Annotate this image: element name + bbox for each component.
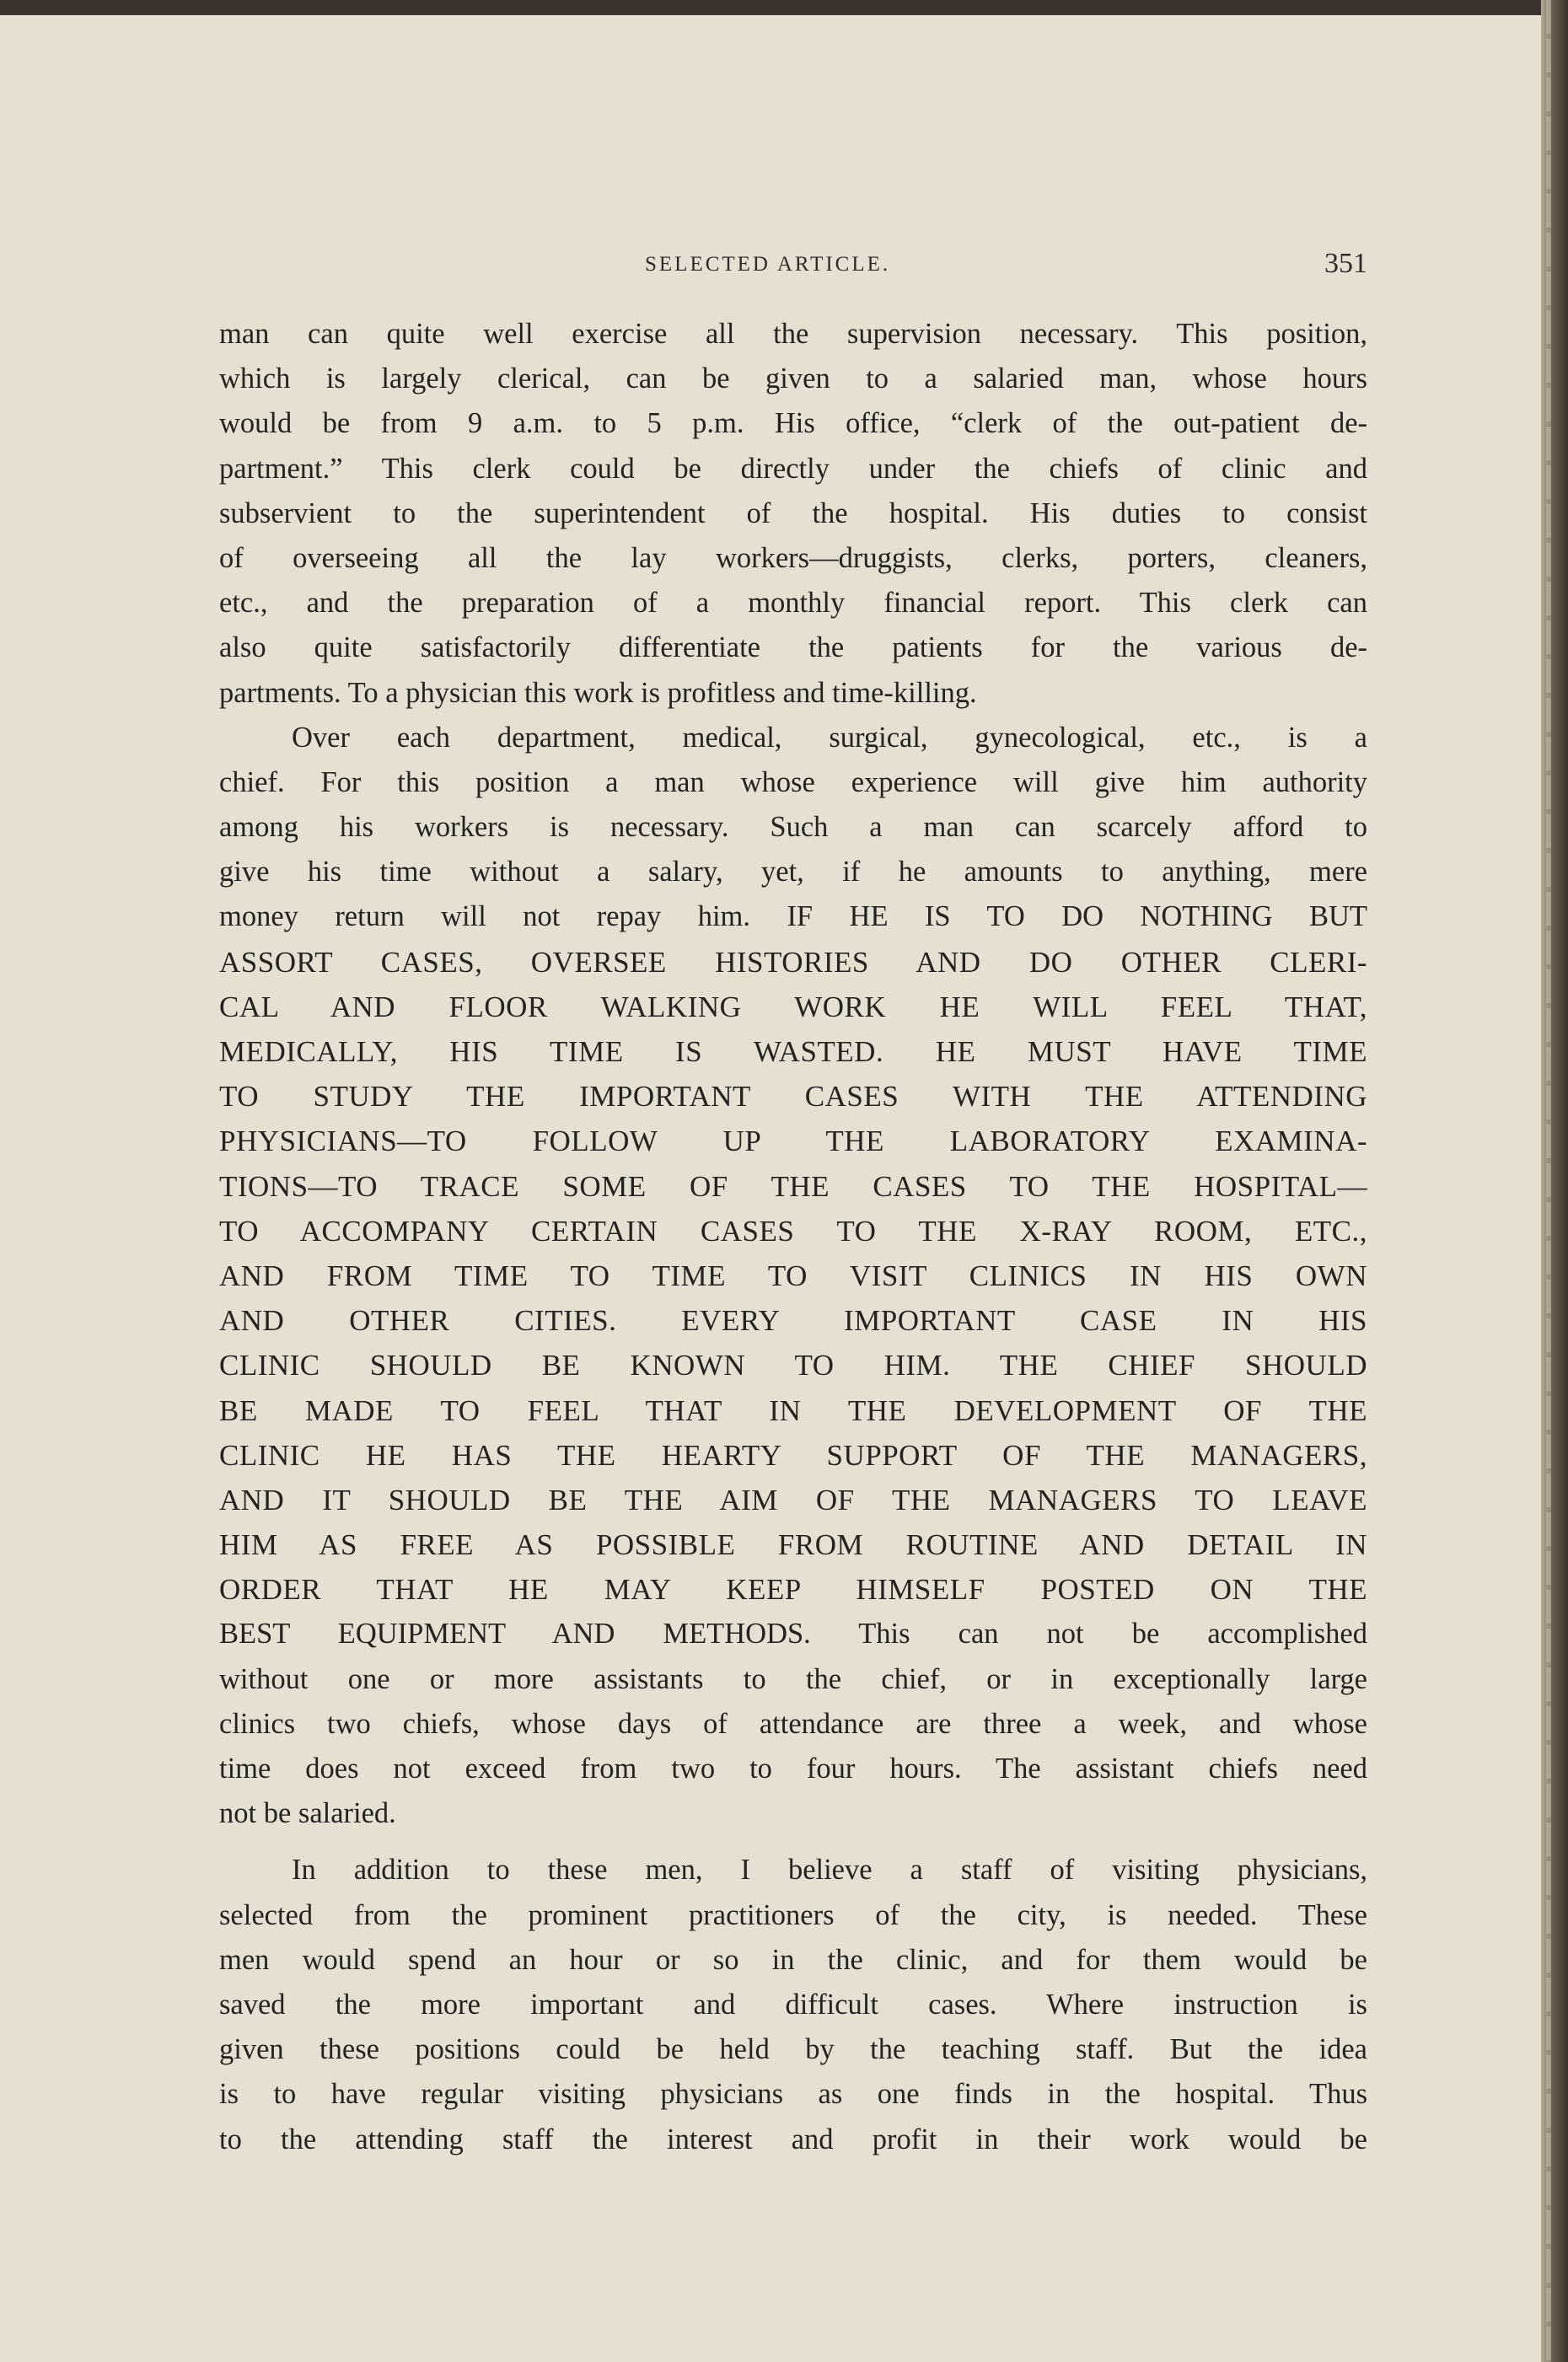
page-top-edge	[0, 0, 1568, 15]
text-line: Over each department, medical, surgical, gynecological, etc., is a	[292, 721, 1367, 754]
text-line: PHYSICIANS—TO FOLLOW UP THE LABORATORY EXAMINA-	[219, 1125, 1367, 1158]
text-line: without one or more assistants to the chief, or in exceptionally large	[219, 1662, 1367, 1695]
text-line: partment.” This clerk could be directly under the chiefs of clinic and	[219, 452, 1367, 485]
text-line: partments. To a physician this work is profitless and time-killing.	[219, 676, 977, 709]
text-line: AND OTHER CITIES. EVERY IMPORTANT CASE IN HIS	[219, 1304, 1367, 1338]
text-line: time does not exceed from two to four hours. The assistant chiefs need	[219, 1753, 1367, 1785]
text-line: HIM AS FREE AS POSSIBLE FROM ROUTINE AND DETAIL IN	[219, 1528, 1367, 1562]
text-line: men would spend an hour or so in the clinic, and for them would be	[219, 1943, 1367, 1976]
text-line: also quite satisfactorily differentiate the patients for the various de-	[219, 631, 1367, 664]
text-line: TO ACCOMPANY CERTAIN CASES TO THE X-RAY ROOM, ETC.,	[219, 1214, 1367, 1248]
text-line: saved the more important and difficult cases. Where instruction is	[219, 1988, 1367, 2021]
page-right-edge	[1541, 0, 1568, 2362]
text-line: is to have regular visiting physicians as one finds in the hospital. Thus	[219, 2078, 1367, 2111]
text-line: MEDICALLY, HIS TIME IS WASTED. HE MUST HAVE TIME	[219, 1035, 1367, 1068]
text-line: would be from 9 a.m. to 5 p.m. His office, “clerk of the out-patient de-	[219, 407, 1367, 440]
text-line: to the attending staff the interest and profit in their work would be	[219, 2123, 1367, 2155]
text-line: CLINIC HE HAS THE HEARTY SUPPORT OF THE MANAGERS,	[219, 1438, 1367, 1472]
text-line: CAL AND FLOOR WALKING WORK HE WILL FEEL THAT,	[219, 990, 1367, 1023]
text-line: ORDER THAT HE MAY KEEP HIMSELF POSTED ON THE	[219, 1573, 1367, 1607]
book-page	[0, 15, 1541, 2362]
text-line: which is largely clerical, can be given to a salaried man, whose hours	[219, 362, 1367, 395]
text-line: BEST EQUIPMENT AND METHODS. This can not be accomplished	[219, 1618, 1367, 1651]
text-line: clinics two chiefs, whose days of attendance are three a week, and whose	[219, 1707, 1367, 1740]
running-title: SELECTED ARTICLE.	[645, 253, 891, 276]
text-line: ASSORT CASES, OVERSEE HISTORIES AND DO OTHER CLERI-	[219, 945, 1367, 979]
text-line: etc., and the preparation of a monthly financial report. This clerk can	[219, 587, 1367, 620]
text-line: TIONS—TO TRACE SOME OF THE CASES TO THE HOSPITAL—	[219, 1169, 1367, 1203]
text-line: money return will not repay him. IF HE IS TO DO NOTHING BUT	[219, 900, 1367, 933]
text-line: not be salaried.	[219, 1797, 396, 1830]
text-line: In addition to these men, I believe a staff of visiting physicians,	[292, 1854, 1367, 1887]
article-body	[219, 312, 1367, 2162]
text-line: AND IT SHOULD BE THE AIM OF THE MANAGERS TO LEAVE	[219, 1483, 1367, 1517]
text-line: given these positions could be held by the teaching staff. But the idea	[219, 2033, 1367, 2066]
page-stack-edge	[1546, 0, 1551, 2362]
text-line: of overseeing all the lay workers—druggists, clerks, porters, cleaners,	[219, 541, 1367, 574]
page-number: 351	[1324, 248, 1367, 279]
text-line: CLINIC SHOULD BE KNOWN TO HIM. THE CHIEF SHOULD	[219, 1349, 1367, 1382]
paragraph-gap	[219, 1836, 1367, 1848]
running-head	[223, 248, 1367, 287]
text-line: among his workers is necessary. Such a man can scarcely afford to	[219, 811, 1367, 844]
text-line: BE MADE TO FEEL THAT IN THE DEVELOPMENT OF THE	[219, 1393, 1367, 1427]
text-line: subservient to the superintendent of the hospital. His duties to consist	[219, 497, 1367, 529]
text-line: TO STUDY THE IMPORTANT CASES WITH THE ATTENDING	[219, 1080, 1367, 1114]
text-line: selected from the prominent practitioners of the city, is needed. These	[219, 1898, 1367, 1931]
text-line: give his time without a salary, yet, if he amounts to anything, mere	[219, 856, 1367, 888]
text-line: AND FROM TIME TO TIME TO VISIT CLINICS IN HIS OWN	[219, 1259, 1367, 1292]
text-line: man can quite well exercise all the supervision necessary. This position,	[219, 318, 1367, 350]
text-line: chief. For this position a man whose experience will give him authority	[219, 765, 1367, 798]
